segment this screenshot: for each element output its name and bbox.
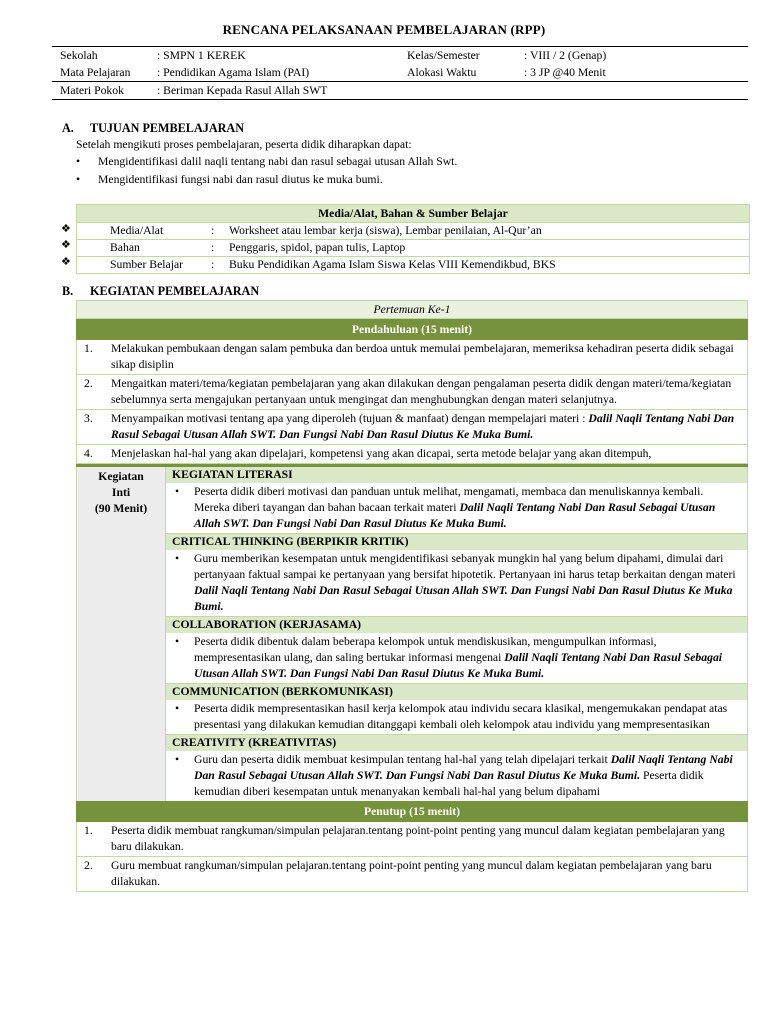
media-label: Bahan [110, 241, 140, 254]
info-row-materi [52, 81, 748, 100]
bullet-icon: • [76, 173, 81, 186]
item-number: 2. [84, 859, 93, 872]
inti-label-line: Inti [111, 486, 131, 499]
media-value: Penggaris, spidol, papan tulis, Laptop [229, 241, 406, 254]
item-text: Peserta didik membuat rangkuman/simpulan pelajaran.tentang point-point penting yang muncul dalam kegiatan pembelajaran yang baru dilakukan. [111, 824, 725, 853]
penutup-item [76, 822, 748, 857]
inti-label-line: Kegiatan [98, 470, 144, 483]
media-table [76, 204, 750, 274]
inti-emphasis: Dalil Naqli Tentang Nabi Dan Rasul Sebagai Utusan Allah SWT. Dan Fungsi Nabi Dan Rasul Diutus Ke Muka Bumi. [194, 753, 733, 782]
item-text: Guru membuat rangkuman/simpulan pelajaran.tentang point-point penting yang muncul dalam kegiatan pembelajaran yang baru dilakukan. [111, 859, 712, 888]
inti-subheading: COMMUNICATION (BERKOMUNIKASI) [166, 684, 747, 700]
bullet-icon: • [175, 485, 180, 498]
mapel-value: : Pendidikan Agama Islam (PAI) [157, 66, 310, 79]
inti-subheading: CRITICAL THINKING (BERPIKIR KRITIK) [166, 534, 747, 550]
diamond-bullet-icon: ❖ [61, 239, 71, 251]
section-a-heading [62, 121, 244, 136]
info-row-sekolah [52, 47, 748, 64]
pendahuluan-item [76, 445, 748, 464]
document-title: RENCANA PELAKSANAAN PEMBELAJARAN (RPP) [222, 22, 546, 37]
inti-text: Peserta didik mempresentasikan hasil kerja kelompok atau individu secara klasikal, mengemukakan pendapat atas presentasi yang dilakukan kemudian ditanggapi kembali oleh kelompok atau individu yang mempresentasikan [194, 702, 728, 731]
inti-text: Peserta didik diberi motivasi dan panduan untuk melihat, mengamati, membaca dan menuliskannya kembali. Mereka diberi tayangan dan bahan bacaan terkait materi [194, 485, 704, 514]
media-value: Worksheet atau lembar kerja (siswa), Lembar penilaian, Al-Qur’an [229, 224, 542, 237]
diamond-bullet-icon: ❖ [61, 256, 71, 268]
inti-item [166, 483, 747, 534]
section-a-number: A. [62, 121, 74, 135]
waktu-label: Alokasi Waktu [407, 66, 477, 79]
info-row-mapel [52, 64, 748, 81]
media-row [77, 257, 749, 273]
section-b-number: B. [62, 284, 74, 298]
item-number: 4. [84, 447, 93, 460]
bullet-icon: • [175, 753, 180, 766]
inti-subheading: KEGIATAN LITERASI [166, 467, 747, 483]
item-emphasis: Dalil Naqli Tentang Nabi Dan Rasul Sebagai Utusan Allah SWT. Dan Fungsi Nabi Dan Rasul Diutus Ke Muka Bumi. [111, 412, 735, 441]
activity-table [76, 300, 748, 892]
inti-subheading: CREATIVITY (KREATIVITAS) [166, 735, 747, 751]
objective-item [76, 173, 383, 186]
penutup-item [76, 857, 748, 892]
pendahuluan-item [76, 375, 748, 410]
inti-label [76, 467, 166, 801]
media-value: Buku Pendidikan Agama Islam Siswa Kelas VIII Kemendikbud, BKS [229, 258, 556, 271]
media-row [77, 223, 749, 240]
item-text: Menyampaikan motivasi tentang apa yang diperoleh (tujuan & manfaat) dengan mempelajari materi : [111, 412, 586, 425]
inti-item [166, 633, 747, 684]
materi-value: : Beriman Kepada Rasul Allah SWT [157, 84, 328, 97]
sekolah-label: Sekolah [60, 49, 98, 62]
media-label: Media/Alat [110, 224, 164, 237]
pendahuluan-header: Pendahuluan (15 menit) [76, 319, 748, 340]
inti-subheading: COLLABORATION (KERJASAMA) [166, 617, 747, 633]
inti-text: Guru memberikan kesempatan untuk mengidentifikasi sebanyak mungkin hal yang belum dipahami, dimulai dari pertanyaan faktual sampai ke pertanyaan yang bersifat hipotetik. Pertanyaan ini harus tetap berkaitan dengan materi [194, 552, 736, 581]
inti-label-line: (90 Menit) [94, 502, 148, 515]
bullet-icon: • [175, 552, 180, 565]
section-a-title: TUJUAN PEMBELAJARAN [90, 121, 245, 135]
section-b-heading [62, 284, 259, 299]
diamond-bullet-icon: ❖ [61, 223, 71, 235]
bullet-icon: • [175, 702, 180, 715]
item-text: Melakukan pembukaan dengan salam pembuka dan berdoa untuk memulai pembelajaran, memeriksa kehadiran peserta didik sebagai sikap disiplin [111, 342, 734, 371]
pendahuluan-item [76, 410, 748, 445]
media-sep: : [211, 224, 215, 237]
item-number: 2. [84, 377, 93, 390]
bullet-icon: • [175, 635, 180, 648]
materi-label: Materi Pokok [60, 84, 124, 97]
inti-item [166, 550, 747, 617]
media-row [77, 240, 749, 257]
media-label: Sumber Belajar [110, 258, 184, 271]
info-table [52, 46, 748, 100]
objective-item [76, 155, 457, 168]
item-number: 1. [84, 342, 93, 355]
inti-emphasis: Dalil Naqli Tentang Nabi Dan Rasul Sebagai Utusan Allah SWT. Dan Fungsi Nabi Dan Rasul Diutus Ke Muka Bumi. [194, 584, 733, 613]
media-sep: : [211, 241, 215, 254]
section-b-title: KEGIATAN PEMBELAJARAN [90, 284, 260, 298]
kegiatan-inti [76, 464, 748, 801]
bullet-icon: • [76, 155, 81, 168]
item-number: 3. [84, 412, 93, 425]
objective-text: Mengidentifikasi dalil naqli tentang nabi dan rasul sebagai utusan Allah Swt. [98, 155, 458, 168]
inti-text: Peserta didik dibentuk dalam beberapa kelompok untuk mendiskusikan, mengumpulkan informasi, mempresentasikan ulang, dan saling bertukar informasi mengenai [194, 635, 657, 664]
sekolah-value: : SMPN 1 KEREK [157, 49, 246, 62]
inti-text: Guru dan peserta didik membuat kesimpulan tentang hal-hal yang telah dipelajari terkait [194, 753, 608, 766]
kelas-label: Kelas/Semester [407, 49, 480, 62]
item-number: 1. [84, 824, 93, 837]
inti-emphasis: Dalil Naqli Tentang Nabi Dan Rasul Sebagai Utusan Allah SWT. Dan Fungsi Nabi Dan Rasul Diutus Ke Muka Bumi. [194, 501, 716, 530]
pendahuluan-item [76, 340, 748, 375]
media-sep: : [211, 258, 215, 271]
inti-body [166, 467, 748, 801]
penutup-header: Penutup (15 menit) [76, 801, 748, 822]
waktu-value: : 3 JP @40 Menit [524, 66, 606, 79]
inti-item [166, 751, 747, 801]
media-table-header: Media/Alat, Bahan & Sumber Belajar [77, 205, 749, 223]
item-text: Menjelaskan hal-hal yang akan dipelajari, kompetensi yang akan dicapai, serta metode belajar yang akan ditempuh, [111, 447, 652, 460]
item-text: Mengaitkan materi/tema/kegiatan pembelajaran yang akan dilakukan dengan pengalaman peserta didik dengan materi/tema/kegiatan sebelumnya serta mengajukan pertanyaan untuk mengingat dan menghubungkan dengan materi selanjutnya. [111, 377, 732, 406]
mapel-label: Mata Pelajaran [60, 66, 131, 79]
inti-tail: Peserta didik kemudian diberi kesempatan untuk menanyakan kembali hal-hal yang belum dipahami [194, 769, 704, 798]
inti-emphasis: Dalil Naqli Tentang Nabi Dan Rasul Sebagai Utusan Allah SWT. Dan Fungsi Nabi Dan Rasul Diutus Ke Muka Bumi. [194, 651, 723, 680]
section-a-intro: Setelah mengikuti proses pembelajaran, peserta didik diharapkan dapat: [76, 138, 412, 151]
objective-text: Mengidentifikasi fungsi nabi dan rasul diutus ke muka bumi. [98, 173, 383, 186]
inti-item [166, 700, 747, 735]
meeting-label: Pertemuan Ke-1 [76, 300, 748, 319]
kelas-value: : VIII / 2 (Genap) [524, 49, 607, 62]
